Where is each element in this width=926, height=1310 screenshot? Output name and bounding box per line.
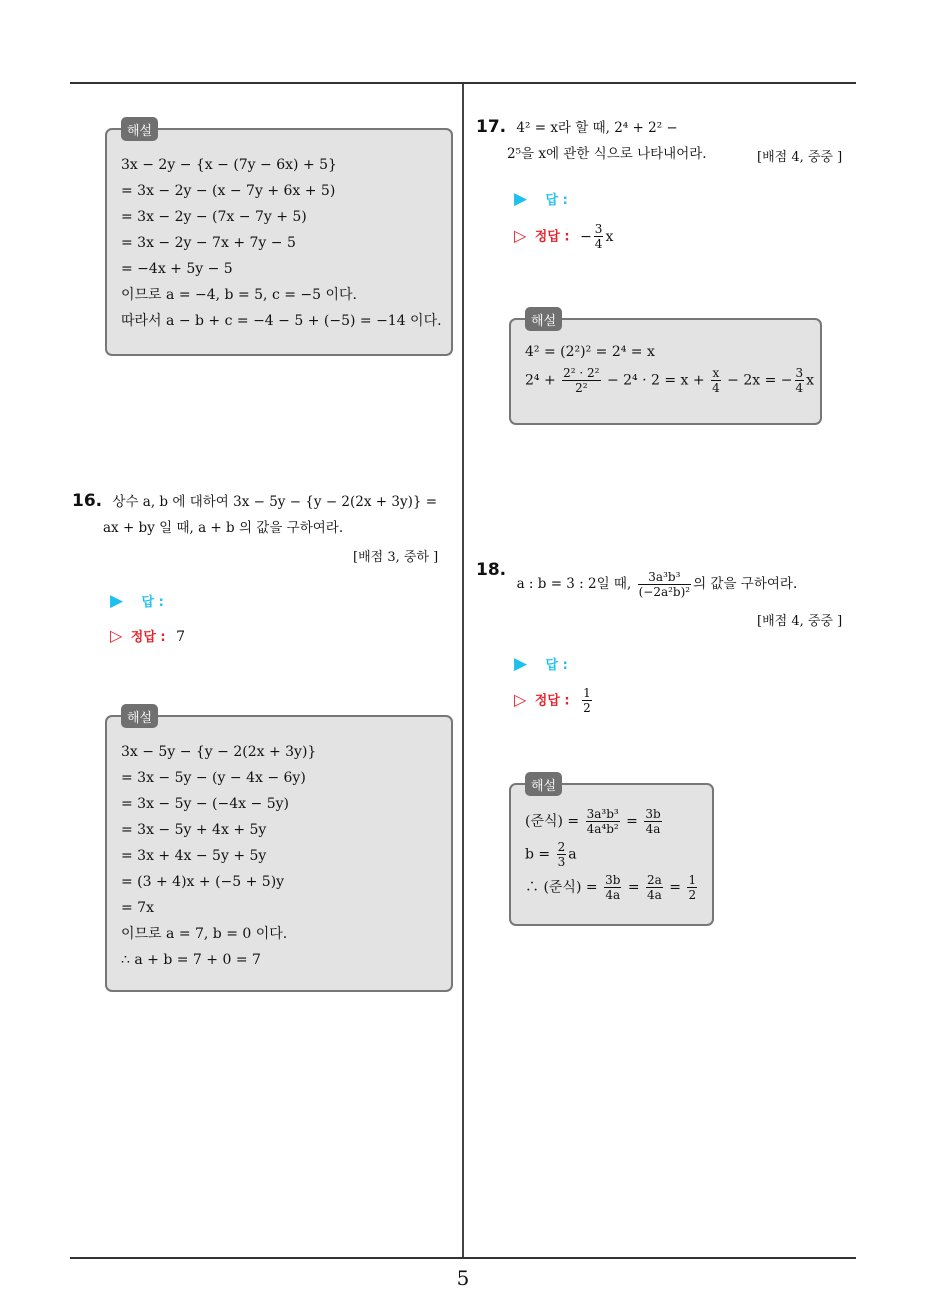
- page-number: 5: [456, 1266, 470, 1290]
- answer-label: 답 :: [545, 658, 568, 673]
- correct-triangle-icon: ▷: [514, 689, 527, 709]
- correct-prefix: −: [580, 228, 592, 245]
- fraction: [586, 807, 620, 836]
- solution-line: = (3 + 4)x + (−5 + 5)y: [121, 874, 285, 890]
- answer-label: 답 :: [545, 193, 568, 208]
- fraction-denominator: 4a: [647, 888, 662, 902]
- solution-line: [525, 840, 577, 869]
- solution-tab: 해설: [525, 307, 562, 331]
- answer-row-18: [514, 654, 568, 674]
- answer-triangle-icon: ▶: [110, 591, 124, 611]
- problem-meta-17: [배점 4, 중중 ]: [757, 150, 843, 165]
- expr-part: (준식) =: [525, 813, 584, 830]
- problem-16: [72, 488, 457, 541]
- fraction: [795, 366, 805, 395]
- fraction: [562, 366, 600, 395]
- solution-line: = 3x − 5y − (y − 4x − 6y): [121, 770, 306, 786]
- footer-rule: [70, 1257, 856, 1259]
- solution-line: 4² = (2²)² = 2⁴ = x: [525, 344, 655, 360]
- solution-line: = 3x − 2y − 7x + 7y − 5: [121, 235, 296, 251]
- solution-line: 3x − 5y − {y − 2(2x + 3y)}: [121, 744, 317, 760]
- solution-line: 이므로 a = −4, b = 5, c = −5 이다.: [121, 287, 357, 303]
- problem-text-b: 의 값을 구하여라.: [693, 576, 798, 592]
- fraction-denominator: 4a⁴b²: [586, 822, 619, 836]
- fraction: [644, 807, 661, 836]
- solution-line: = −4x + 5y − 5: [121, 261, 233, 277]
- problem-18: [476, 558, 860, 599]
- fraction-denominator: 2: [583, 701, 591, 715]
- expr-part: − 2x = −: [722, 372, 793, 389]
- correct-label: 정답 :: [534, 229, 570, 245]
- correct-triangle-icon: ▷: [514, 225, 527, 245]
- fraction-numerator: 3a³b³: [638, 570, 692, 585]
- problem-number: 18.: [476, 560, 507, 580]
- solution-line: 따라서 a − b + c = −4 − 5 + (−5) = −14 이다.: [121, 313, 442, 329]
- solution-tab: 해설: [121, 117, 158, 141]
- correct-suffix: x: [605, 228, 614, 245]
- problem-meta-18: [배점 4, 중중 ]: [757, 614, 843, 629]
- answer-triangle-icon: ▶: [514, 654, 528, 674]
- correct-value: 7: [176, 629, 185, 645]
- fraction-numerator: 3: [594, 222, 603, 236]
- fraction-numerator: 3: [795, 366, 804, 380]
- solution-line: 3x − 2y − {x − (7y − 6x) + 5}: [121, 157, 337, 173]
- fraction-numerator: 2: [557, 840, 566, 854]
- expr-part: 2⁴ +: [525, 372, 561, 389]
- expr-part: =: [621, 813, 643, 830]
- fraction-denominator: 4a: [605, 888, 621, 902]
- solution-line: = 3x + 4x − 5y + 5y: [121, 848, 267, 864]
- solution-line: = 3x − 2y − (7x − 7y + 5): [121, 209, 307, 225]
- fraction-numerator: 2a: [647, 873, 662, 887]
- solution-line: = 3x − 2y − (x − 7y + 6x + 5): [121, 183, 336, 199]
- fraction: [711, 366, 721, 395]
- fraction-numerator: 1: [583, 686, 591, 700]
- solution-line: [525, 366, 814, 395]
- solution-box-15: [105, 124, 453, 356]
- solution-tab: 해설: [121, 704, 158, 728]
- fraction: [604, 873, 621, 902]
- problem-meta-16: [배점 3, 중하 ]: [353, 550, 439, 565]
- fraction-numerator: 2² · 2²: [563, 366, 600, 380]
- solution-box-18: [509, 779, 714, 926]
- problem-text-line1: 4² = x라 할 때, 2⁴ + 2² −: [516, 120, 678, 136]
- solution-tab: 해설: [525, 772, 562, 796]
- fraction-denominator: 3: [557, 855, 566, 869]
- problem-text-line2: ax + by 일 때, a + b 의 값을 구하여라.: [103, 520, 344, 536]
- fraction-denominator: 4: [594, 237, 603, 251]
- expr-part: − 2⁴ · 2 = x +: [602, 372, 710, 389]
- solution-line: [525, 873, 699, 902]
- fraction-numerator: 3b: [645, 807, 661, 821]
- solution-lines: [121, 152, 442, 334]
- fraction-denominator: 2: [688, 888, 697, 902]
- problem-fraction: [638, 570, 692, 599]
- solution-line: ∴ a + b = 7 + 0 = 7: [121, 952, 261, 968]
- answer-triangle-icon: ▶: [514, 189, 528, 209]
- problem-text-a: a : b = 3 : 2일 때,: [516, 576, 632, 592]
- problem-number: 17.: [476, 117, 507, 137]
- expr-part: a: [568, 846, 577, 863]
- solution-box-17: [509, 314, 822, 425]
- solution-line: = 3x − 5y + 4x + 5y: [121, 822, 267, 838]
- fraction-numerator: 1: [688, 873, 697, 887]
- correct-row-18: [514, 686, 594, 715]
- solution-lines: [121, 739, 316, 973]
- expr-part: =: [623, 879, 645, 896]
- correct-label: 정답 :: [130, 630, 166, 645]
- solution-box-16: [105, 711, 453, 992]
- fraction-numerator: 3b: [605, 873, 621, 887]
- fraction-numerator: 3a³b³: [586, 807, 619, 821]
- fraction: [646, 873, 663, 902]
- problem-text-line1: 상수 a, b 에 대하여 3x − 5y − {y − 2(2x + 3y)} =: [112, 494, 438, 510]
- expr-part: ∴ (준식) =: [525, 879, 603, 896]
- correct-row-16: [110, 626, 185, 645]
- correct-fraction: [594, 222, 604, 251]
- correct-triangle-icon: ▷: [110, 626, 123, 645]
- fraction-numerator: x: [712, 366, 720, 380]
- fraction-denominator: 4: [795, 381, 804, 395]
- correct-fraction: [582, 686, 592, 715]
- fraction-denominator: 2²: [575, 381, 588, 395]
- solution-line: = 7x: [121, 900, 154, 916]
- fraction-denominator: (−2a²b)²: [638, 585, 691, 599]
- correct-row-17: [514, 222, 613, 251]
- fraction: [687, 873, 697, 902]
- expr-part: =: [664, 879, 686, 896]
- expr-part: x: [806, 372, 815, 389]
- answer-row-16: [110, 591, 164, 611]
- column-divider: [462, 84, 464, 1257]
- answer-row-17: [514, 189, 568, 209]
- solution-line: = 3x − 5y − (−4x − 5y): [121, 796, 289, 812]
- correct-label: 정답 :: [534, 693, 570, 709]
- fraction: [557, 840, 567, 869]
- problem-text-line2: 2⁵을 x에 관한 식으로 나타내어라.: [507, 146, 707, 162]
- answer-label: 답 :: [141, 595, 164, 610]
- fraction-denominator: 4: [712, 381, 720, 395]
- problem-number: 16.: [72, 491, 103, 511]
- fraction-denominator: 4a: [645, 822, 661, 836]
- solution-line: [525, 807, 664, 836]
- expr-part: b =: [525, 846, 555, 863]
- solution-line: 이므로 a = 7, b = 0 이다.: [121, 926, 288, 942]
